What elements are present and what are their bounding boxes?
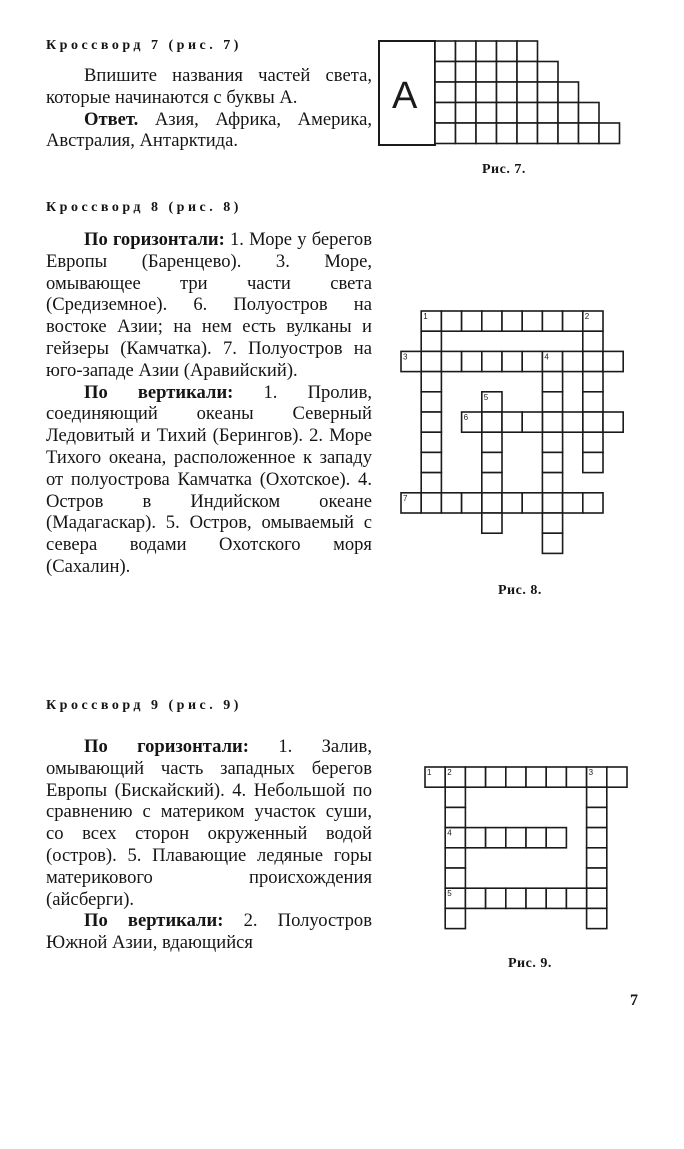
- grid-cell[interactable]: [421, 351, 441, 371]
- grid-cell[interactable]: [476, 82, 497, 103]
- grid-cell[interactable]: [587, 828, 607, 848]
- grid-cell[interactable]: [566, 767, 586, 787]
- grid-cell[interactable]: [542, 412, 562, 432]
- grid-cell[interactable]: [603, 412, 623, 432]
- grid-cell[interactable]: [445, 868, 465, 888]
- crossword9-heading: Кроссворд 9 (рис. 9): [46, 698, 242, 713]
- grid-cell[interactable]: [456, 123, 477, 144]
- page-number: 7: [630, 992, 638, 1009]
- grid-cell[interactable]: [603, 351, 623, 371]
- grid-cell[interactable]: [583, 432, 603, 452]
- grid-cell[interactable]: [456, 62, 477, 83]
- crossword9-section: [46, 698, 372, 954]
- crossword8-section: [46, 200, 372, 578]
- grid-cell[interactable]: [517, 123, 538, 144]
- grid-cell[interactable]: [538, 82, 559, 103]
- crossword8-heading: Кроссворд 8 (рис. 8): [46, 200, 242, 215]
- grid-cell[interactable]: [441, 311, 461, 331]
- crossword8-across: [46, 229, 372, 382]
- grid-cell[interactable]: [538, 103, 559, 124]
- grid-cell[interactable]: [583, 351, 603, 371]
- grid-cell[interactable]: [506, 888, 526, 908]
- grid-cell[interactable]: [421, 412, 441, 432]
- grid-cell[interactable]: [435, 103, 456, 124]
- grid-cell[interactable]: [522, 351, 542, 371]
- grid-cell[interactable]: [465, 767, 485, 787]
- grid-cell[interactable]: [497, 123, 518, 144]
- crossword8-cells: [401, 311, 623, 553]
- grid-cell[interactable]: [583, 372, 603, 392]
- clue-number: 1: [423, 312, 428, 321]
- grid-cell[interactable]: [421, 392, 441, 412]
- grid-cell[interactable]: [558, 123, 579, 144]
- grid-cell[interactable]: [506, 828, 526, 848]
- grid-cell[interactable]: [607, 767, 627, 787]
- grid-cell[interactable]: [476, 103, 497, 124]
- grid-cell[interactable]: [542, 533, 562, 553]
- grid-cell[interactable]: [497, 103, 518, 124]
- grid-cell[interactable]: [526, 767, 546, 787]
- grid-cell[interactable]: [476, 41, 497, 62]
- grid-cell[interactable]: [497, 41, 518, 62]
- grid-cell[interactable]: [476, 123, 497, 144]
- clue-number: 6: [463, 413, 469, 422]
- grid-cell[interactable]: [546, 888, 566, 908]
- crossword8-across-label: По горизонтали:: [84, 229, 225, 250]
- grid-cell[interactable]: [517, 41, 538, 62]
- grid-cell[interactable]: [497, 82, 518, 103]
- clue-number: 5: [483, 392, 489, 402]
- grid-cell[interactable]: [456, 41, 477, 62]
- clue-number: 3: [588, 768, 594, 777]
- crossword7-answer: [46, 109, 372, 153]
- grid-cell[interactable]: [526, 828, 546, 848]
- grid-cell[interactable]: [558, 82, 579, 103]
- grid-cell[interactable]: [445, 908, 465, 928]
- grid-cell[interactable]: [526, 888, 546, 908]
- grid-cell[interactable]: [465, 888, 485, 908]
- clue-number: 7: [403, 493, 408, 503]
- clue-number: 5: [447, 889, 452, 899]
- grid-cell[interactable]: [421, 331, 441, 351]
- crossword7-cells: [435, 41, 620, 144]
- grid-cell[interactable]: [546, 828, 566, 848]
- grid-cell[interactable]: [486, 767, 506, 787]
- grid-cell[interactable]: [522, 412, 542, 432]
- grid-cell[interactable]: [445, 787, 465, 807]
- clue-number: 3: [403, 352, 408, 362]
- grid-cell[interactable]: [583, 331, 603, 351]
- grid-cell[interactable]: [546, 767, 566, 787]
- grid-cell[interactable]: [502, 493, 522, 513]
- grid-cell[interactable]: [538, 123, 559, 144]
- crossword9-cells: [425, 767, 627, 929]
- grid-cell[interactable]: [587, 787, 607, 807]
- clue-number: 2: [584, 312, 590, 321]
- grid-cell[interactable]: [599, 123, 620, 144]
- grid-cell[interactable]: [563, 412, 583, 432]
- crossword9-across-text: 1. Залив, омывающий часть западных берегов Европы (Бискайский). 4. Небольшой по сравнению с материком участок суши, со всех сторон окруженный водой (остров). 5. Плавающие ледяные горы материкового происхождения (айсберги).: [46, 736, 372, 910]
- grid-cell[interactable]: [482, 452, 502, 472]
- grid-cell[interactable]: [563, 351, 583, 371]
- grid-cell[interactable]: [587, 908, 607, 928]
- grid-cell[interactable]: [587, 848, 607, 868]
- grid-cell[interactable]: [506, 767, 526, 787]
- clue-number: 4: [544, 352, 549, 362]
- crossword7-answer-label: Ответ.: [84, 108, 139, 130]
- crossword8-caption: Рис. 8.: [498, 583, 542, 598]
- clue-number: 4: [447, 828, 452, 838]
- grid-cell[interactable]: [587, 888, 607, 908]
- grid-cell[interactable]: [542, 473, 562, 493]
- grid-cell[interactable]: [441, 493, 461, 513]
- crossword8-down-label: По вертикали:: [84, 381, 234, 403]
- grid-cell[interactable]: [445, 848, 465, 868]
- grid-cell[interactable]: [482, 412, 502, 432]
- crossword9-down-label: По вертикали:: [84, 910, 224, 932]
- grid-cell[interactable]: [456, 103, 477, 124]
- grid-cell[interactable]: [538, 62, 559, 83]
- grid-cell[interactable]: [421, 432, 441, 452]
- grid-cell[interactable]: [502, 311, 522, 331]
- grid-cell[interactable]: [542, 311, 562, 331]
- grid-cell[interactable]: [587, 868, 607, 888]
- crossword9-caption: Рис. 9.: [508, 956, 552, 971]
- grid-cell[interactable]: [579, 123, 600, 144]
- grid-cell[interactable]: [522, 493, 542, 513]
- grid-cell[interactable]: [435, 62, 456, 83]
- grid-cell[interactable]: [482, 493, 502, 513]
- grid-cell[interactable]: [563, 493, 583, 513]
- grid-cell[interactable]: [486, 888, 506, 908]
- grid-cell[interactable]: [587, 807, 607, 827]
- crossword7-grid: [378, 40, 628, 148]
- grid-cell[interactable]: [583, 412, 603, 432]
- crossword7-heading: Кроссворд 7 (рис. 7): [46, 38, 242, 53]
- grid-cell[interactable]: [482, 432, 502, 452]
- clue-number: 2: [447, 768, 452, 777]
- grid-cell[interactable]: [558, 103, 579, 124]
- grid-cell[interactable]: [542, 372, 562, 392]
- grid-cell[interactable]: [522, 311, 542, 331]
- grid-cell[interactable]: [441, 351, 461, 371]
- grid-cell[interactable]: [476, 62, 497, 83]
- grid-cell[interactable]: [465, 828, 485, 848]
- grid-cell[interactable]: [517, 103, 538, 124]
- crossword7-task: Впишите названия частей света, которые начинаются с буквы А.: [46, 65, 372, 108]
- grid-cell[interactable]: [486, 828, 506, 848]
- grid-cell[interactable]: [517, 82, 538, 103]
- grid-cell[interactable]: [445, 807, 465, 827]
- crossword7-letter: А: [392, 75, 418, 117]
- grid-cell[interactable]: [583, 493, 603, 513]
- grid-cell[interactable]: [583, 392, 603, 412]
- crossword7-answer-text: Азия, Африка, Америка, Австралия, Антарктида.: [46, 108, 372, 152]
- crossword8-down-text: 1. Пролив, соединяющий океаны Северный Ледовитый и Тихий (Берингов). 2. Море Тихого океана, расположенное к западу от полуострова Камчатка (Охотское). 4. Остров в Индийском океане (Мадагаскар). 5. Остров, омываемый с севера водами Охотского моря (Сахалин).: [46, 381, 373, 577]
- grid-cell[interactable]: [421, 473, 441, 493]
- grid-cell[interactable]: [456, 82, 477, 103]
- crossword9-down: [46, 910, 372, 954]
- grid-cell[interactable]: [583, 452, 603, 472]
- grid-cell[interactable]: [482, 351, 502, 371]
- grid-cell[interactable]: [566, 888, 586, 908]
- grid-cell[interactable]: [462, 311, 482, 331]
- grid-cell[interactable]: [542, 513, 562, 533]
- grid-cell[interactable]: [482, 311, 502, 331]
- crossword7-caption: Рис. 7.: [482, 162, 526, 177]
- grid-cell[interactable]: [421, 452, 441, 472]
- grid-cell[interactable]: [502, 412, 522, 432]
- grid-cell[interactable]: [542, 452, 562, 472]
- grid-cell[interactable]: [542, 493, 562, 513]
- crossword8-across-text: 1. Море у берегов Европы (Баренцево). 3. Море, омывающее три части света (Средиземное). 6. Полуостров на востоке Азии; на нем есть вулканы и гейзеры (Камчатка). 7. Полуостров на юго-западе Азии (Аравийский).: [46, 229, 372, 381]
- crossword8-grid: [400, 310, 640, 565]
- crossword9-grid: [424, 766, 636, 944]
- grid-cell[interactable]: [435, 123, 456, 144]
- grid-cell[interactable]: [579, 103, 600, 124]
- grid-cell[interactable]: [502, 351, 522, 371]
- grid-cell[interactable]: [482, 473, 502, 493]
- grid-cell[interactable]: [421, 372, 441, 392]
- clue-number: 1: [427, 768, 432, 777]
- grid-cell[interactable]: [497, 62, 518, 83]
- crossword9-across-label: По горизонтали:: [84, 736, 249, 757]
- grid-cell[interactable]: [435, 41, 456, 62]
- grid-cell[interactable]: [462, 493, 482, 513]
- grid-cell[interactable]: [482, 513, 502, 533]
- crossword8-down: [46, 382, 372, 578]
- grid-cell[interactable]: [542, 392, 562, 412]
- grid-cell[interactable]: [421, 493, 441, 513]
- crossword9-across: [46, 736, 372, 910]
- crossword7-section: [46, 38, 372, 152]
- grid-cell[interactable]: [517, 62, 538, 83]
- grid-cell[interactable]: [435, 82, 456, 103]
- grid-cell[interactable]: [462, 351, 482, 371]
- grid-cell[interactable]: [542, 432, 562, 452]
- crossword9-down-text: 2. Полуостров Южной Азии, вдающийся: [46, 910, 372, 954]
- grid-cell[interactable]: [563, 311, 583, 331]
